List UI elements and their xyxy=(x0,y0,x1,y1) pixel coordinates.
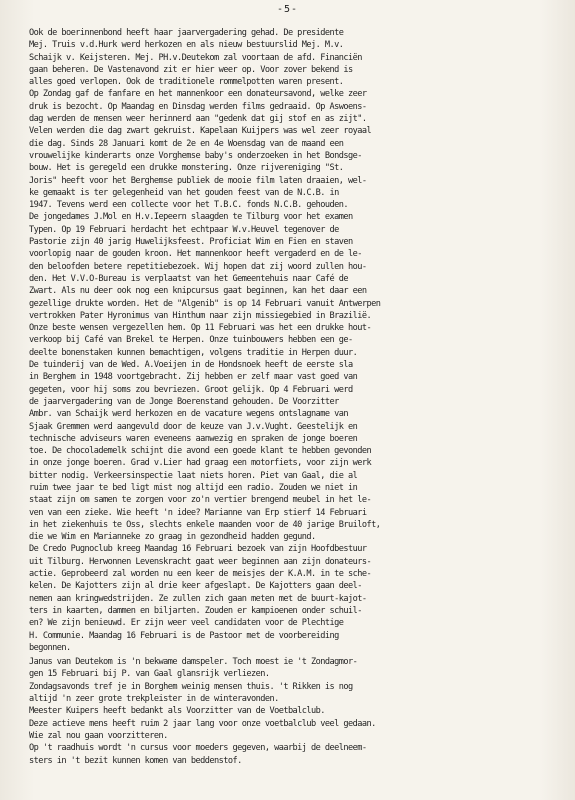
body-text xyxy=(29,27,564,767)
text-line: ven van een zieke. Wie heeft 'n idee? Marianne van Erp stierf 14 Februari xyxy=(29,507,367,518)
text-line: vertrokken Pater Hyronimus van Hinthum naar zijn missiegebied in Brazilië. xyxy=(29,310,372,321)
text-line: kelen. De Kajotters zijn al drie keer afgeslapt. De Kajotters gaan deel- xyxy=(29,581,362,592)
text-line: bouw. Het is geregeld een drukke monstering. Onze rijvereniging "St. xyxy=(29,163,344,174)
text-line: Op 't raadhuis wordt 'n cursus voor moeders gegeven, waarbij de deelneem- xyxy=(29,743,367,754)
text-line: Pastorie zijn 40 jarig Huwelijksfeest. Proficiat Wim en Fien en staven xyxy=(29,237,353,248)
text-line: Onze beste wensen vergezellen hem. Op 11 Februari was het een drukke hout- xyxy=(29,323,372,334)
text-line: gegeten, voor hij soms zou bevriezen. Groot gelijk. Op 4 Februari werd xyxy=(29,384,353,395)
text-line: Schaijk v. Keijsteren. Mej. PH.v.Deutekom zal voortaan de afd. Financiën xyxy=(29,52,362,63)
text-line: De jongedames J.Mol en H.v.Iepeern slaagden te Tilburg voor het examen xyxy=(29,212,353,223)
text-line: gezellige drukte worden. Het de "Algenib" is op 14 Februari vanuit Antwerpen xyxy=(29,298,381,309)
text-line: Ambr. van Schaijk werd herkozen en de vacature wegens ontslagname van xyxy=(29,409,349,420)
page-number: -5- xyxy=(276,4,299,15)
text-line: den. Het V.V.O-Bureau is verplaatst van het Gemeentehuis naar Café de xyxy=(29,273,349,284)
text-line: Joris" heeft voor het Berghemse publiek de mooie film laten draaien, wel- xyxy=(29,175,367,186)
text-line: Zwart. Als nu deer ook nog een knipcursus gaat beginnen, kan het daar een xyxy=(29,286,367,297)
text-line: Velen werden die dag zwart gekruist. Kapelaan Kuijpers was wel zeer royaal xyxy=(29,126,372,137)
text-line: den beloofden betere repetitiebezoek. Wij hopen dat zij woord zullen hou- xyxy=(29,261,367,272)
text-line: begonnen. xyxy=(29,642,71,653)
text-line: alles goed verlopen. Ook de traditionele rommelpotten waren present. xyxy=(29,77,344,88)
text-line: Janus van Deutekom is 'n bekwame damspeler. Toch moest ie 't Zondagmor- xyxy=(29,657,358,668)
text-line: vrouwelijke kinderarts onze Vorghemse baby's onderzoeken in het Bondsge- xyxy=(29,150,362,161)
text-line: en? We zijn benieuwd. Er zijn weer veel candidaten voor de Plechtige xyxy=(29,618,344,629)
text-line: Wie zal nou gaan voorzitteren. xyxy=(29,730,168,741)
text-line: toe. De chocolademelk schijnt die avond een goede klant te hebben gevonden xyxy=(29,446,372,457)
text-line: ke gemaakt is ter gelegenheid van het gouden feest van de N.C.B. in xyxy=(29,187,339,198)
text-line: bitter nodig. Verkeersinspectie laat niets horen. Piet van Gaal, die al xyxy=(29,470,358,481)
text-line: altijd 'n zeer grote trekpleister in de winteravonden. xyxy=(29,694,279,705)
text-line: Op Zondag gaf de fanfare en het mannenkoor een donateursavond, welke zeer xyxy=(29,89,367,100)
text-line: sters in 't bezit kunnen komen van beddenstof. xyxy=(29,755,242,766)
text-line: H. Communie. Maandag 16 Februari is de Pastoor met de voorbereiding xyxy=(29,630,339,641)
text-line: gen 15 Februari bij P. van Gaal glansrijk verliezen. xyxy=(29,669,270,680)
text-line: Zondagsavonds tref je in Borghem weinig mensen thuis. 't Rikken is nog xyxy=(29,681,353,692)
text-line: De Credo Pugnoclub kreeg Maandag 16 Februari bezoek van zijn Hoofdbestuur xyxy=(29,544,367,555)
text-line: nemen aan kringwedstrijden. Ze zullen zich gaan meten met de buurt-kajot- xyxy=(29,593,367,604)
text-line: ters in kaarten, dammen en biljarten. Zouden er kampioenen onder schuil- xyxy=(29,605,362,616)
text-line: ruim twee jaar te bed ligt mist nog altijd een radio. Zouden we niet in xyxy=(29,482,358,493)
text-line: druk is bezocht. Op Maandag en Dinsdag werden films gedraaid. Op Aswoens- xyxy=(29,101,367,112)
text-line: in onze jonge boeren. Grad v.Lier had graag een motorfiets, voor zijn werk xyxy=(29,458,372,469)
text-line: 1947. Tevens werd een collecte voor het T.B.C. fonds N.C.B. gehouden. xyxy=(29,200,349,211)
text-line: Sjaak Gremmen werd aangevuld door de keuze van J.v.Vught. Geestelijk en xyxy=(29,421,358,432)
text-line: deelte bonenstaken kunnen bemachtigen, volgens traditie in Herpen duur. xyxy=(29,347,358,358)
text-line: gaan beheren. De Vastenavond zit er hier weer op. Voor zover bekend is xyxy=(29,64,353,75)
text-line: actie. Geprobeerd zal worden nu een keer de meisjes der K.A.M. in te sche- xyxy=(29,569,372,580)
text-line: dag werden de mensen weer herinnerd aan "gedenk dat gij stof en as zijt". xyxy=(29,114,367,125)
text-line: uit Tilburg. Herwonnen Levenskracht gaat weer beginnen aan zijn donateurs- xyxy=(29,556,372,567)
text-line: staat zijn om samen te zorgen voor zo'n vertier brengend meubel in het le- xyxy=(29,495,372,506)
text-line: in het ziekenhuis te Oss, slechts enkele maanden voor de 40 jarige Bruiloft, xyxy=(29,519,381,530)
text-line: Mej. Truis v.d.Hurk werd herkozen en als nieuw bestuurslid Mej. M.v. xyxy=(29,40,344,51)
text-line: technische adviseurs waren eveneens aanwezig en spraken de jonge boeren xyxy=(29,433,358,444)
text-line: verkoop bij Café van Brekel te Herpen. Onze tuinbouwers hebben een ge- xyxy=(29,335,353,346)
text-line: De tuinderij van de Wed. A.Voeijen in de Hondsnoek heeft de eerste sla xyxy=(29,360,353,371)
text-line: die we Wim en Marianneke zo graag in gezondheid hadden gegund. xyxy=(29,532,316,543)
text-line: de jaarvergadering van de Jonge Boerenstand gehouden. De Voorzitter xyxy=(29,396,339,407)
text-line: Meester Kuipers heeft bedankt als Voorzitter van de Voetbalclub. xyxy=(29,706,325,717)
text-line: Ook de boerinnenbond heeft haar jaarvergadering gehad. De presidente xyxy=(29,28,344,38)
text-line: die dag. Sinds 28 Januari komt de 2e en 4e Woensdag van de maand een xyxy=(29,138,344,149)
text-line: in Berghem in 1948 voortgebracht. Zij hebben er zelf maar vast goed van xyxy=(29,372,358,383)
text-line: Typen. Op 19 Februari herdacht het echtpaar W.v.Heuvel tegenover de xyxy=(29,224,339,235)
text-line: Deze actieve mens heeft ruim 2 jaar lang voor onze voetbalclub veel gedaan. xyxy=(29,718,376,729)
text-line: voorlopig naar de gouden kroon. Het mannenkoor heeft vergaderd en de le- xyxy=(29,249,362,260)
